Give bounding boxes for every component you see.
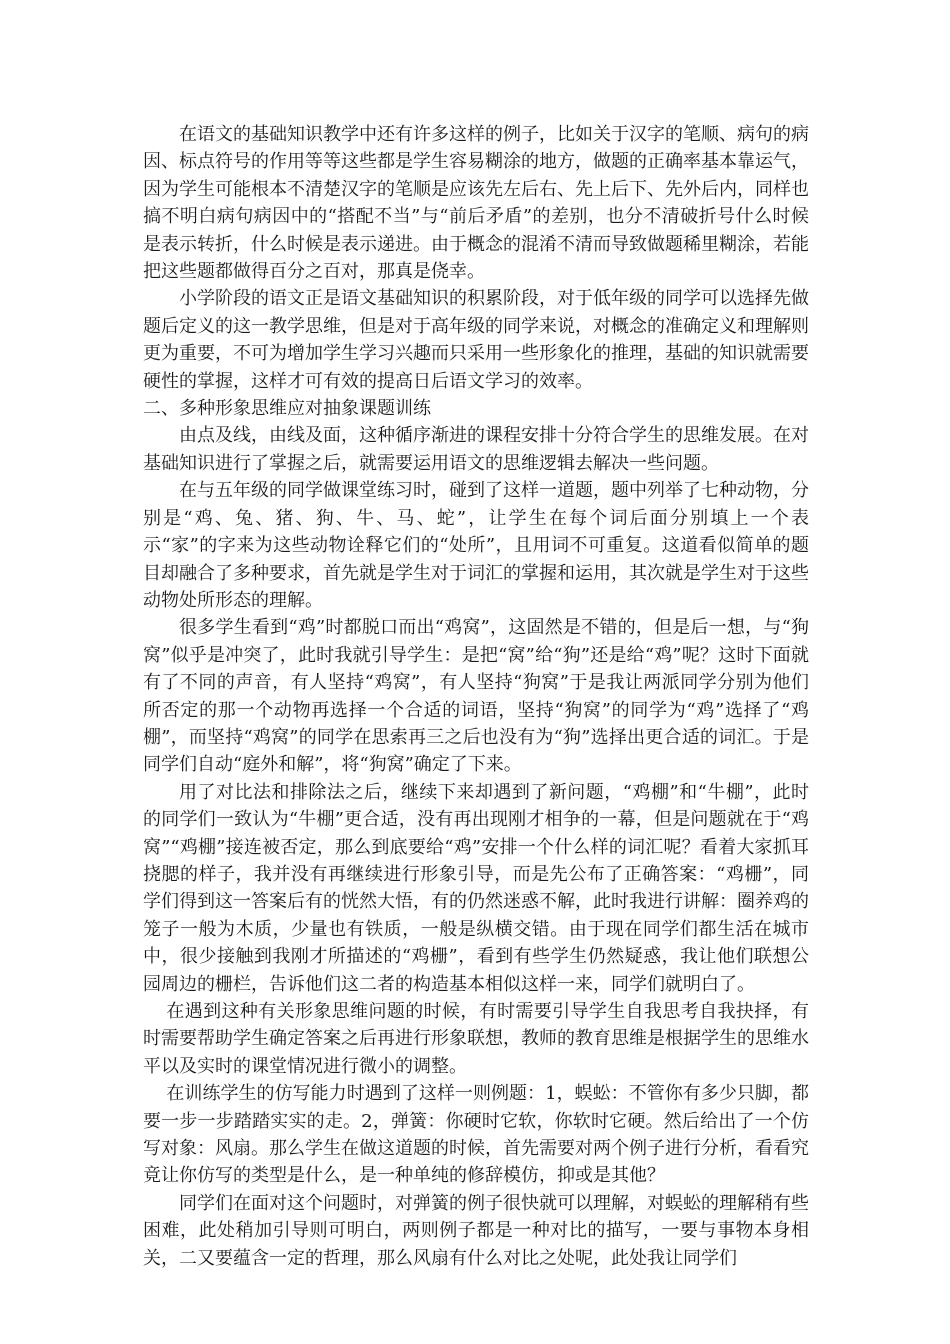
paragraph-basic-knowledge-examples: 在语文的基础知识教学中还有许多这样的例子，比如关于汉字的笔顺、病句的病因、标点符号的作用等等这些都是学生容易糊涂的地方，做题的正确率基本靠运气，因为学生可能根本不清楚汉字的笔顺是应该先左后右、先上后下、先外后内，同样也搞不明白病句病因中的“搭配不当”与“前后矛盾”的差别，也分不清破折号什么时候是表示转折，什么时候是表示递进。由于概念的混淆不清而导致做题稀里糊涂，若能把这些题都做得百分之百对，那真是侥幸。 <box>143 124 809 283</box>
paragraph-spring-centipede: 同学们在面对这个问题时，对弹簧的例子很快就可以理解，对蜈蚣的理解稍有些困难，此处稍加引导则可明白，两则例子都是一种对比的描写，一要与事物本身相关，二又要蕴含一定的哲理，那么风扇有什么对比之处呢，此处我让同学们 <box>143 1192 809 1269</box>
paragraph-chicken-coop: 很多学生看到“鸡”时都脱口而出“鸡窝”，这固然是不错的，但是后一想，与“狗窝”似乎是冲突了，此时我就引导学生：是把“窝”给“狗”还是给“鸡”呢？这时下面就有了不同的声音，有人坚持“鸡窝”，有人坚持“狗窝”于是我让两派同学分别为他们所否定的那一个动物再选择一个合适的词语，坚持“狗窝”的同学为“鸡”选择了“鸡棚”，而坚持“鸡窝”的同学在思索再三之后也没有为“狗”选择出更合适的词汇。于是同学们自动“庭外和解”，将“狗窝”确定了下来。 <box>143 617 809 776</box>
paragraph-classroom-exercise: 在与五年级的同学做课堂练习时，碰到了这样一道题，题中列举了七种动物，分别是“鸡、兔、猪、狗、牛、马、蛇”，让学生在每个词后面分别填上一个表示“家”的字来为这些动物诠释它们的“处所”，且用词不可重复。这道看似简单的题目却融合了多种要求，首先就是学生对于词汇的掌握和运用，其次就是学生对于这些动物处所形态的理解。 <box>143 480 809 611</box>
paragraph-primary-stage: 小学阶段的语文正是语文基础知识的积累阶段，对于低年级的同学可以选择先做题后定义的这一教学思维，但是对于高年级的同学来说，对概念的准确定义和理解则更为重要，不可为增加学生学习兴趣而只采用一些形象化的推理，基础的知识就需要硬性的掌握，这样才可有效的提高日后语文学习的效率。 <box>143 288 809 392</box>
document-body <box>143 121 809 1272</box>
paragraph-imitation-writing: 在训练学生的仿写能力时遇到了这样一则例题：1，蜈蚣：不管你有多少只脚，都要一步一步踏踏实实的走。2，弹簧：你硬时它软，你软时它硬。然后给出了一个仿写对象：风扇。那么学生在做这道题的时候，首先需要对两个例子进行分析，看看究竟让你仿写的类型是什么，是一种单纯的修辞模仿，抑或是其他？ <box>143 1083 809 1187</box>
section-heading: 二、多种形象思维应对抽象课题训练 <box>143 398 431 420</box>
paragraph-image-thinking: 在遇到这种有关形象思维问题的时候，有时需要引导学生自我思考自我抉择，有时需要帮助学生确定答案之后再进行形象联想，教师的教育思维是根据学生的思维水平以及实时的课堂情况进行微小的调整。 <box>143 1001 809 1077</box>
paragraph-comparison-method: 用了对比法和排除法之后，继续下来却遇到了新问题，“鸡棚”和“牛棚”，此时的同学们一致认为“牛棚”更合适，没有再出现刚才相争的一幕，但是问题就在于“鸡窝”“鸡棚”接连被否定，那么到底要给“鸡”安排一个什么样的词汇呢？看着大家抓耳挠腮的样子，我并没有再继续进行形象引导，而是先公布了正确答案：“鸡栅”，同学们得到这一答案后有的恍然大悟，有的仍然迷惑不解，此时我进行讲解：圈养鸡的笼子一般为木质，少量也有铁质，一般是纵横交错。由于现在同学们都生活在城市中，很少接触到我刚才所描述的“鸡栅”，看到有些学生仍然疑惑，我让他们联想公园周边的栅栏，告诉他们这二者的构造基本相似这样一来，同学们就明白了。 <box>143 781 809 995</box>
paragraph-point-line-surface: 由点及线，由线及面，这种循序渐进的课程安排十分符合学生的思维发展。在对基础知识进行了掌握之后，就需要运用语文的思维逻辑去解决一些问题。 <box>143 425 809 474</box>
